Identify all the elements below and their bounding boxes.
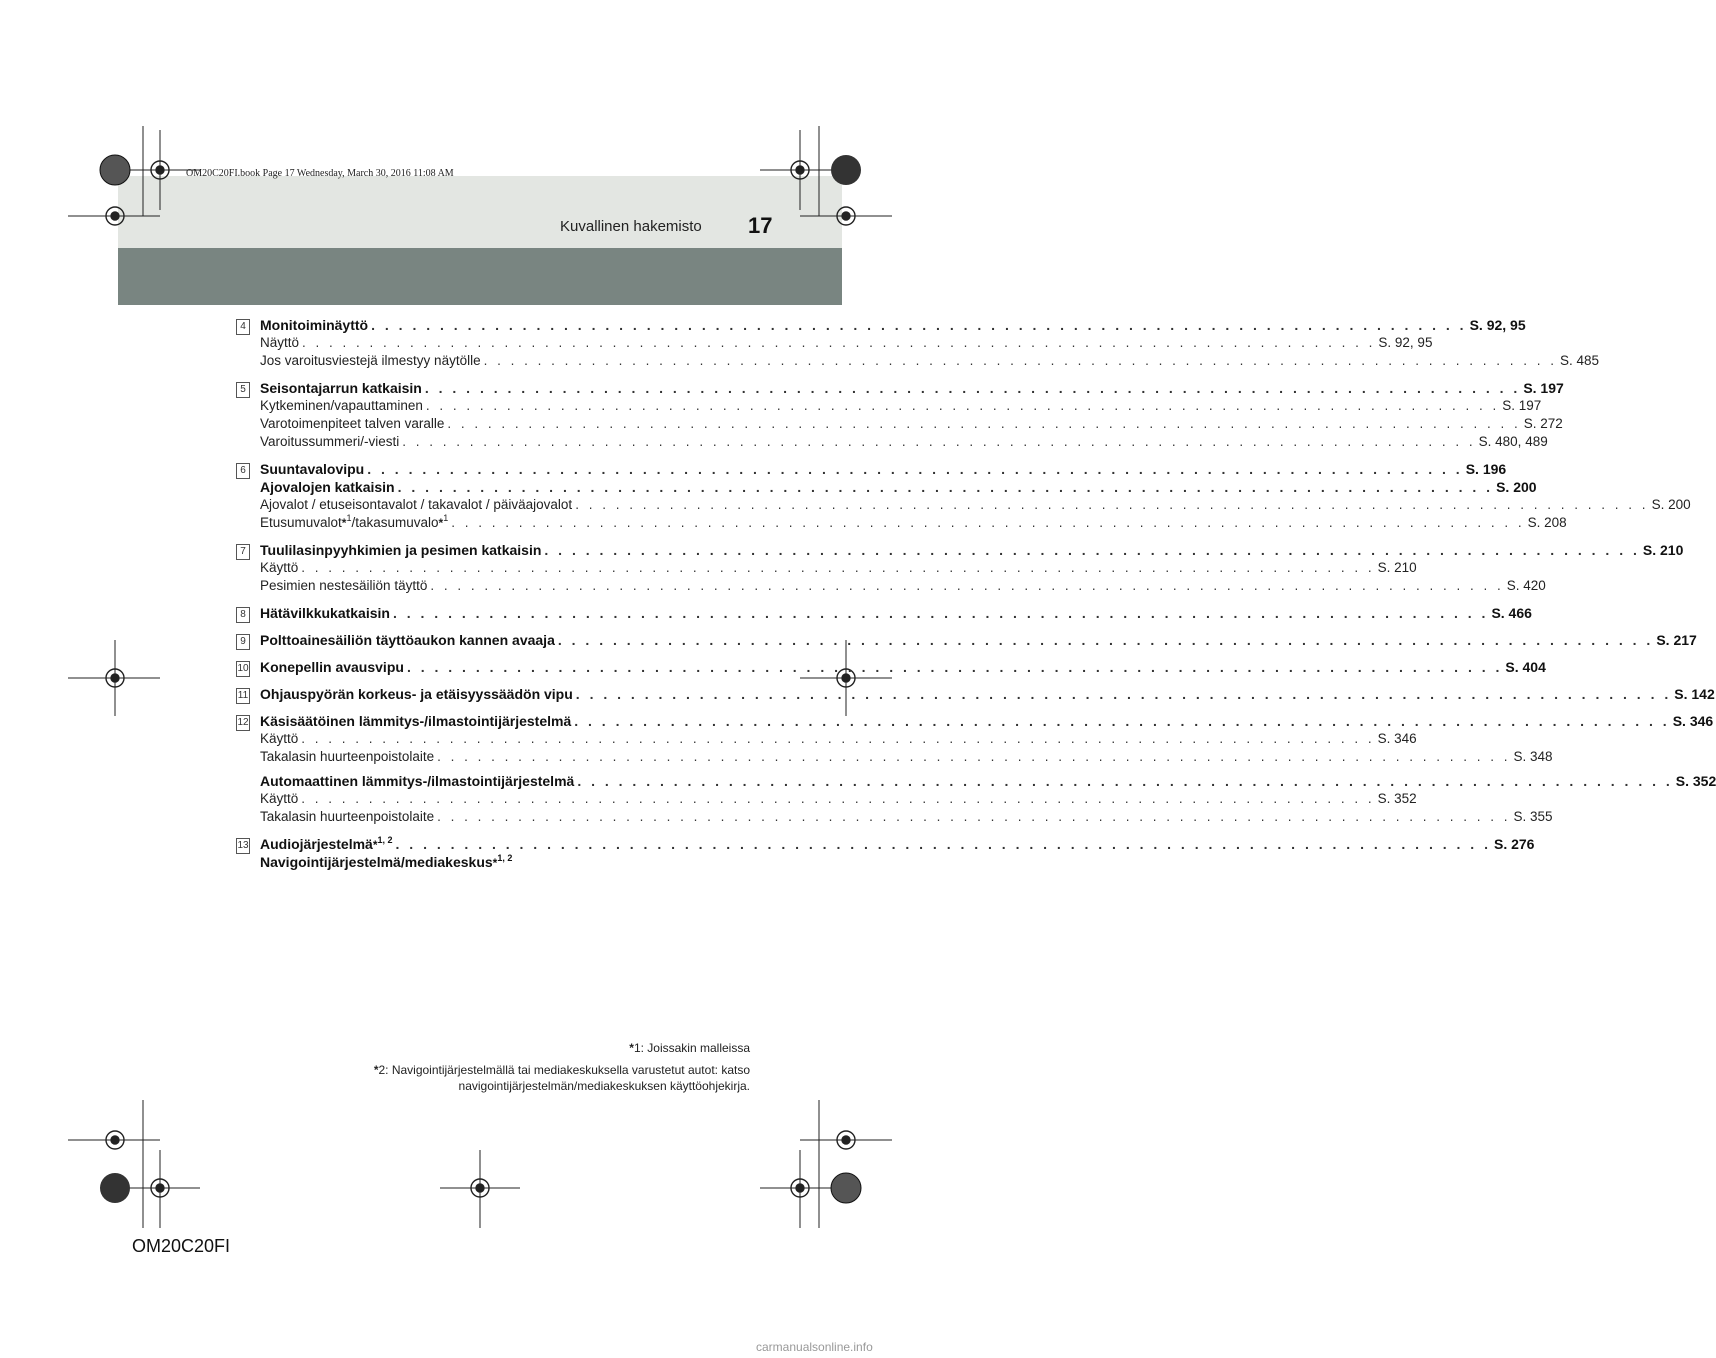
entry-page: S. 210 [1377,560,1417,575]
toc-subentry[interactable] [260,730,1417,748]
entry-label: Polttoainesäiliön täyttöaukon kannen avaaja [260,631,558,649]
entry-label: Kytkeminen/vapauttaminen [260,397,426,415]
toc-subentry[interactable] [260,790,1417,808]
callout-number: 13 [236,838,250,854]
toc-subentry[interactable] [260,513,1567,532]
entry-page: S. 420 [1506,578,1546,593]
entry-page: S. 92, 95 [1378,335,1433,350]
dot-leader: . . . . . . . . . . . . . . . . . . . . . . . . . . . . . . . . . . . . . . . . . . . . . . . . . . . . . . . . . . . . . . . . . . . . . . . . . . . . . . . . [301,731,1375,746]
entry-label: Konepellin avausvipu [260,658,407,676]
toc-entry[interactable] [260,772,1716,790]
toc-entry[interactable] [260,712,1714,730]
entry-page: S. 217 [1656,632,1697,648]
footnote-2: *2: Navigointijärjestelmällä tai mediakeskuksella varustetut autot: katso navigointijärjestelmän/mediakeskuksen käyttöohjekirja. [373,1063,750,1093]
toc-subentry[interactable] [260,334,1433,352]
toc-group [236,712,1716,826]
entry-label: Jos varoitusviestejä ilmestyy näytölle [260,352,484,370]
toc-group [236,460,1691,532]
dot-leader: . . . . . . . . . . . . . . . . . . . . . . . . . . . . . . . . . . . . . . . . . . . . . . . . . . . . . . . . . . . . . . . . . . . . . . . . . . . . . . . . [437,809,1511,824]
entry-label: Audiojärjestelmä*$^{1, 2}$ [260,835,396,854]
dot-leader: . . . . . . . . . . . . . . . . . . . . . . . . . . . . . . . . . . . . . . . . . . . . . . . . . . . . . . . . . . . . . . . . . . . . . . . . . . . . . . . . [447,416,1521,431]
toc-subentry[interactable] [260,577,1546,595]
dot-leader: . . . . . . . . . . . . . . . . . . . . . . . . . . . . . . . . . . . . . . . . . . . . . . . . . . . . . . . . . . . . . . . . . . . . . . . . . . . . . . . . [544,542,1640,558]
toc-entry[interactable] [260,541,1684,559]
entry-label: Käyttö [260,559,301,577]
toc-entry[interactable] [260,316,1526,334]
dot-leader: . . . . . . . . . . . . . . . . . . . . . . . . . . . . . . . . . . . . . . . . . . . . . . . . . . . . . . . . . . . . . . . . . . . . . . . . . . . . . . . . [424,380,1521,396]
dot-leader: . . . . . . . . . . . . . . . . . . . . . . . . . . . . . . . . . . . . . . . . . . . . . . . . . . . . . . . . . . . . . . . . . . . . . . . . . . . . . . . . [371,317,1467,333]
entry-label: Varotoimenpiteet talven varalle [260,415,447,433]
entry-label: Navigointijärjestelmä/mediakeskus*$^{1, 2}$ [260,853,515,872]
dot-leader: . . . . . . . . . . . . . . . . . . . . . . . . . . . . . . . . . . . . . . . . . . . . . . . . . . . . . . . . . . . . . . . . . . . . . . . . . . . . . . . . [367,461,1463,477]
toc-subentry[interactable] [260,808,1553,826]
toc-subentry[interactable] [260,433,1548,451]
toc-group [236,631,1697,649]
entry-page: S. 352 [1675,773,1716,789]
dot-leader: . . . . . . . . . . . . . . . . . . . . . . . . . . . . . . . . . . . . . . . . . . . . . . . . . . . . . . . . . . . . . . . . . . . . . . . . . . . . . . . . [483,353,1557,368]
watermark: carmanualsonline.info [756,1340,873,1354]
document-code: OM20C20FI [132,1236,231,1256]
dot-leader: . . . . . . . . . . . . . . . . . . . . . . . . . . . . . . . . . . . . . . . . . . . . . . . . . . . . . . . . . . . . . . . . . . . . . . . . . . . . . . . . [574,713,1670,729]
dot-leader: . . . . . . . . . . . . . . . . . . . . . . . . . . . . . . . . . . . . . . . . . . . . . . . . . . . . . . . . . . . . . . . . . . . . . . . . . . . . . . . . [451,515,1525,530]
entry-label: Monitoiminäyttö [260,316,371,334]
entry-page: S. 92, 95 [1469,317,1526,333]
entry-page: S. 272 [1523,416,1563,431]
callout-number: 10 [236,661,250,677]
dot-leader: . . . . . . . . . . . . . . . . . . . . . . . . . . . . . . . . . . . . . . . . . . . . . . . . . . . . . . . . . . . . . . . . . . . . . . . . . . . . . . . . [301,791,1375,806]
entry-page: S. 200 [1651,497,1691,512]
entry-page: S. 348 [1513,749,1553,764]
entry-label: Käyttö [260,790,301,808]
callout-number: 12 [236,715,250,731]
toc-group [236,316,1599,370]
toc-group [236,658,1546,676]
section-title: Kuvallinen hakemisto [560,218,702,235]
page-number: 17 [748,213,773,238]
toc-subentry[interactable] [260,496,1691,514]
toc-group [236,379,1564,451]
footnotes [374,1040,750,1094]
dot-leader: . . . . . . . . . . . . . . . . . . . . . . . . . . . . . . . . . . . . . . . . . . . . . . . . . . . . . . . . . . . . . . . . . . . . . . . . . . . . . . . . [395,836,1491,852]
entry-page: S. 142 [1674,686,1715,702]
entry-page: S. 208 [1527,515,1567,530]
entry-page: S. 346 [1672,713,1714,729]
toc-entry[interactable] [260,658,1546,676]
entry-label: Takalasin huurteenpoistolaite [260,748,437,766]
dot-leader: . . . . . . . . . . . . . . . . . . . . . . . . . . . . . . . . . . . . . . . . . . . . . . . . . . . . . . . . . . . . . . . . . . . . . . . . . . . . . . . . [575,686,1672,702]
toc-entry[interactable] [260,853,724,871]
entry-page: S. 355 [1513,809,1553,824]
entry-page: S. 480, 489 [1478,434,1548,449]
entry-page: S. 197 [1502,398,1542,413]
entry-label: Hätävilkkukatkaisin [260,604,393,622]
toc-subentry[interactable] [260,559,1417,577]
entry-page: S. 466 [1491,605,1532,621]
print-stamp: OM20C20FI.book Page 17 Wednesday, March 30, 2016 11:08 AM [186,168,454,179]
dot-leader: . . . . . . . . . . . . . . . . . . . . . . . . . . . . . . . . . . . . . . . . . . . . . . . . . . . . . . . . . . . . . . . . . . . . . . . . . . . . . . . . [402,434,1476,449]
entry-page: S. 404 [1505,659,1546,675]
entry-label: Suuntavalovipu [260,460,367,478]
entry-label: Automaattinen lämmitys-/ilmastointijärjestelmä [260,772,577,790]
callout-number: 4 [236,319,250,335]
dot-leader: . . . . . . . . . . . . . . . . . . . . . . . . . . . . . . . . . . . . . . . . . . . . . . . . . . . . . . . . . . . . . . . . . . . . . . . . . . . . . . . . [425,398,1500,413]
entry-label: Näyttö [260,334,302,352]
dot-leader: . . . . . . . . . . . . . . . . . . . . . . . . . . . . . . . . . . . . . . . . . . . . . . . . . . . . . . . . . . . . . . . . . . . . . . . . . . . . . . . . [557,632,1654,648]
entry-label: Etusumuvalot*$^1$/takasumuvalo*$^1$ [260,514,451,532]
dot-leader: . . . . . . . . . . . . . . . . . . . . . . . . . . . . . . . . . . . . . . . . . . . . . . . . . . . . . . . . . . . . . . . . . . . . . . . . . . . . . . . . [437,749,1511,764]
dot-leader: . . . . . . . . . . . . . . . . . . . . . . . . . . . . . . . . . . . . . . . . . . . . . . . . . . . . . . . . . . . . . . . . . . . . . . . . . . . . . . . . [430,578,1504,593]
entry-label: Varoitussummeri/-viesti [260,433,402,451]
dot-leader: . . . . . . . . . . . . . . . . . . . . . . . . . . . . . . . . . . . . . . . . . . . . . . . . . . . . . . . . . . . . . . . . . . . . . . . . . . . . . . . . [575,497,1649,512]
toc-subentry[interactable] [260,748,1553,766]
toc-group [236,604,1532,622]
entry-label: Ohjauspyörän korkeus- ja etäisyyssäädön vipu [260,685,576,703]
entry-label: Ajovalojen katkaisin [260,478,398,496]
dot-leader: . . . . . . . . . . . . . . . . . . . . . . . . . . . . . . . . . . . . . . . . . . . . . . . . . . . . . . . . . . . . . . . . . . . . . . . . . . . . . . . . [301,560,1375,575]
entry-page: S. 200 [1496,479,1537,495]
callout-number: 9 [236,634,250,650]
dot-leader: . . . . . . . . . . . . . . . . . . . . . . . . . . . . . . . . . . . . . . . . . . . . . . . . . . . . . . . . . . . . . . . . . . . . . . . . . . . . . . . . [392,605,1489,621]
toc-entry[interactable] [260,631,1697,649]
callout-number: 5 [236,382,250,398]
entry-label: Seisontajarrun katkaisin [260,379,425,397]
toc-group [236,685,1715,703]
toc-entry[interactable] [260,478,1537,496]
entry-page: S. 276 [1493,836,1535,852]
entry-page: S. 485 [1559,353,1599,368]
entry-page: S. 346 [1377,731,1417,746]
entry-page: S. 196 [1465,461,1507,477]
toc-subentry[interactable] [260,352,1599,370]
toc-entry[interactable] [260,835,1535,853]
callout-number: 11 [236,688,250,704]
footnote-1: *1: Joissakin malleissa [629,1041,750,1055]
dot-leader: . . . . . . . . . . . . . . . . . . . . . . . . . . . . . . . . . . . . . . . . . . . . . . . . . . . . . . . . . . . . . . . . . . . . . . . . . . . . . . . . [406,659,1503,675]
entry-label: Käsisäätöinen lämmitys-/ilmastointijärjestelmä [260,712,574,730]
entry-label: Tuulilasinpyyhkimien ja pesimen katkaisin [260,541,544,559]
dot-leader: . . . . . . . . . . . . . . . . . . . . . . . . . . . . . . . . . . . . . . . . . . . . . . . . . . . . . . . . . . . . . . . . . . . . . . . . . . . . . . . . [397,479,1494,495]
toc-subentry[interactable] [260,415,1563,433]
entry-label: Pesimien nestesäiliön täyttö [260,577,430,595]
dot-leader: . . . . . . . . . . . . . . . . . . . . . . . . . . . . . . . . . . . . . . . . . . . . . . . . . . . . . . . . . . . . . . . . . . . . . . . . . . . . . . . . [302,335,1376,350]
entry-label: Käyttö [260,730,301,748]
toc-entry[interactable] [260,379,1564,397]
toc-entry[interactable] [260,685,1715,703]
dot-leader: . . . . . . . . . . . . . . . . . . . . . . . . . . . . . . . . . . . . . . . . . . . . . . . . . . . . . . . . . . . . . . . . . . . . . . . . . . . . . . . . [577,773,1673,789]
entry-page: S. 197 [1523,380,1564,396]
callout-number: 7 [236,544,250,560]
toc-group [236,835,1535,871]
toc-subentry[interactable] [260,397,1542,415]
entry-label: Takalasin huurteenpoistolaite [260,808,437,826]
toc-group [236,541,1684,595]
toc [236,316,1716,880]
callout-number: 6 [236,463,250,479]
entry-page: S. 210 [1642,542,1684,558]
toc-entry[interactable] [260,460,1507,478]
entry-label: Ajovalot / etuseisontavalot / takavalot / päiväajovalot [260,496,575,514]
toc-entry[interactable] [260,604,1532,622]
entry-page: S. 352 [1377,791,1417,806]
callout-number: 8 [236,607,250,623]
